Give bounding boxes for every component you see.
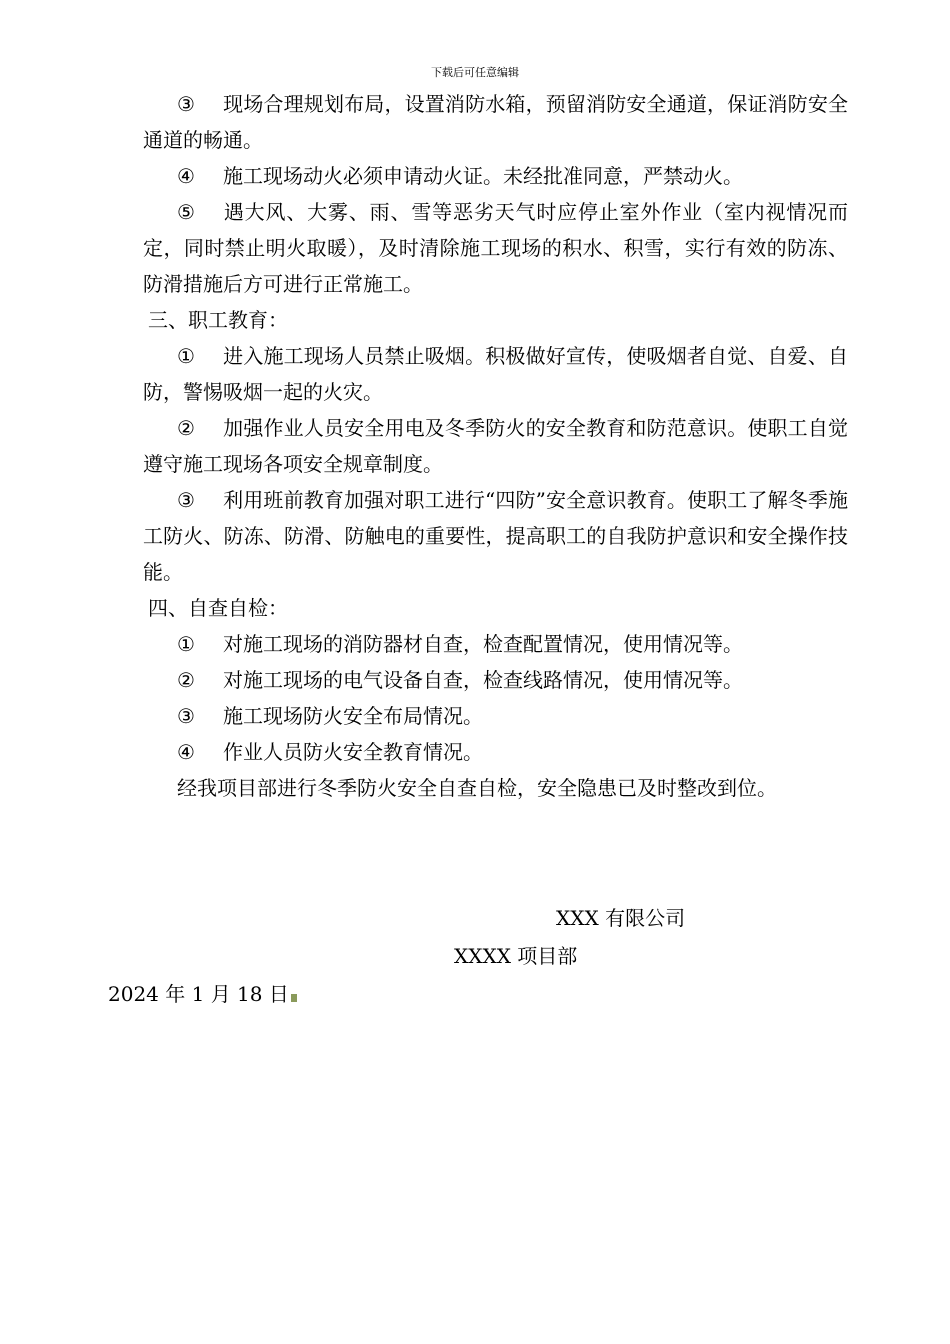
paragraph-mark-icon bbox=[291, 994, 297, 1002]
list-item bbox=[143, 626, 848, 662]
list-item bbox=[143, 338, 848, 410]
item-text: 对施工现场的电气设备自查，检查线路情况，使用情况等。 bbox=[223, 668, 743, 692]
item-marker: ③ bbox=[177, 488, 195, 512]
item-text: 加强作业人员安全用电及冬季防火的安全教育和防范意识。使职工自觉遵守施工现场各项安全规章制度。 bbox=[143, 416, 848, 476]
item-text: 对施工现场的消防器材自查，检查配置情况，使用情况等。 bbox=[223, 632, 743, 656]
list-item bbox=[143, 662, 848, 698]
item-marker: ④ bbox=[177, 740, 195, 764]
item-marker: ① bbox=[177, 344, 195, 368]
item-text: 进入施工现场人员禁止吸烟。积极做好宣传，使吸烟者自觉、自爱、自防，警惕吸烟一起的火灾。 bbox=[143, 344, 848, 404]
item-marker: ② bbox=[177, 668, 195, 692]
list-item bbox=[143, 86, 848, 158]
signature-company: XXX 有限公司 bbox=[556, 906, 686, 930]
section-heading-employee-education: 三、职工教育： bbox=[148, 308, 288, 332]
list-item bbox=[143, 158, 848, 194]
list-item bbox=[143, 698, 848, 734]
conclusion-paragraph: 经我项目部进行冬季防火安全自查自检，安全隐患已及时整改到位。 bbox=[177, 776, 777, 800]
item-marker: ② bbox=[177, 416, 195, 440]
item-text: 施工现场防火安全布局情况。 bbox=[223, 704, 483, 728]
header-note: 下载后可任意编辑 bbox=[431, 66, 519, 79]
item-marker: ⑤ bbox=[177, 200, 195, 224]
list-item bbox=[143, 482, 848, 590]
list-item bbox=[143, 410, 848, 482]
item-marker: ③ bbox=[177, 704, 195, 728]
signature-date: 2024 年 1 月 18 日 bbox=[108, 982, 289, 1006]
signature-date-line bbox=[108, 978, 297, 1010]
list-item bbox=[143, 194, 848, 302]
item-marker: ④ bbox=[177, 164, 195, 188]
document-body bbox=[143, 86, 848, 806]
item-text: 利用班前教育加强对职工进行“四防”安全意识教育。使职工了解冬季施工防火、防冻、防滑、防触电的重要性，提高职工的自我防护意识和安全操作技能。 bbox=[143, 488, 848, 584]
signature-department: XXXX 项目部 bbox=[454, 944, 578, 968]
item-text: 现场合理规划布局，设置消防水箱，预留消防安全通道，保证消防安全通道的畅通。 bbox=[143, 92, 848, 152]
item-text: 遇大风、大雾、雨、雪等恶劣天气时应停止室外作业（室内视情况而定，同时禁止明火取暖），及时清除施工现场的积水、积雪，实行有效的防冻、防滑措施后方可进行正常施工。 bbox=[143, 200, 848, 296]
item-marker: ③ bbox=[177, 92, 195, 116]
item-marker: ① bbox=[177, 632, 195, 656]
section-heading-self-inspection: 四、自查自检： bbox=[148, 596, 288, 620]
item-text: 施工现场动火必须申请动火证。未经批准同意，严禁动火。 bbox=[223, 164, 743, 188]
item-text: 作业人员防火安全教育情况。 bbox=[223, 740, 483, 764]
list-item bbox=[143, 734, 848, 770]
